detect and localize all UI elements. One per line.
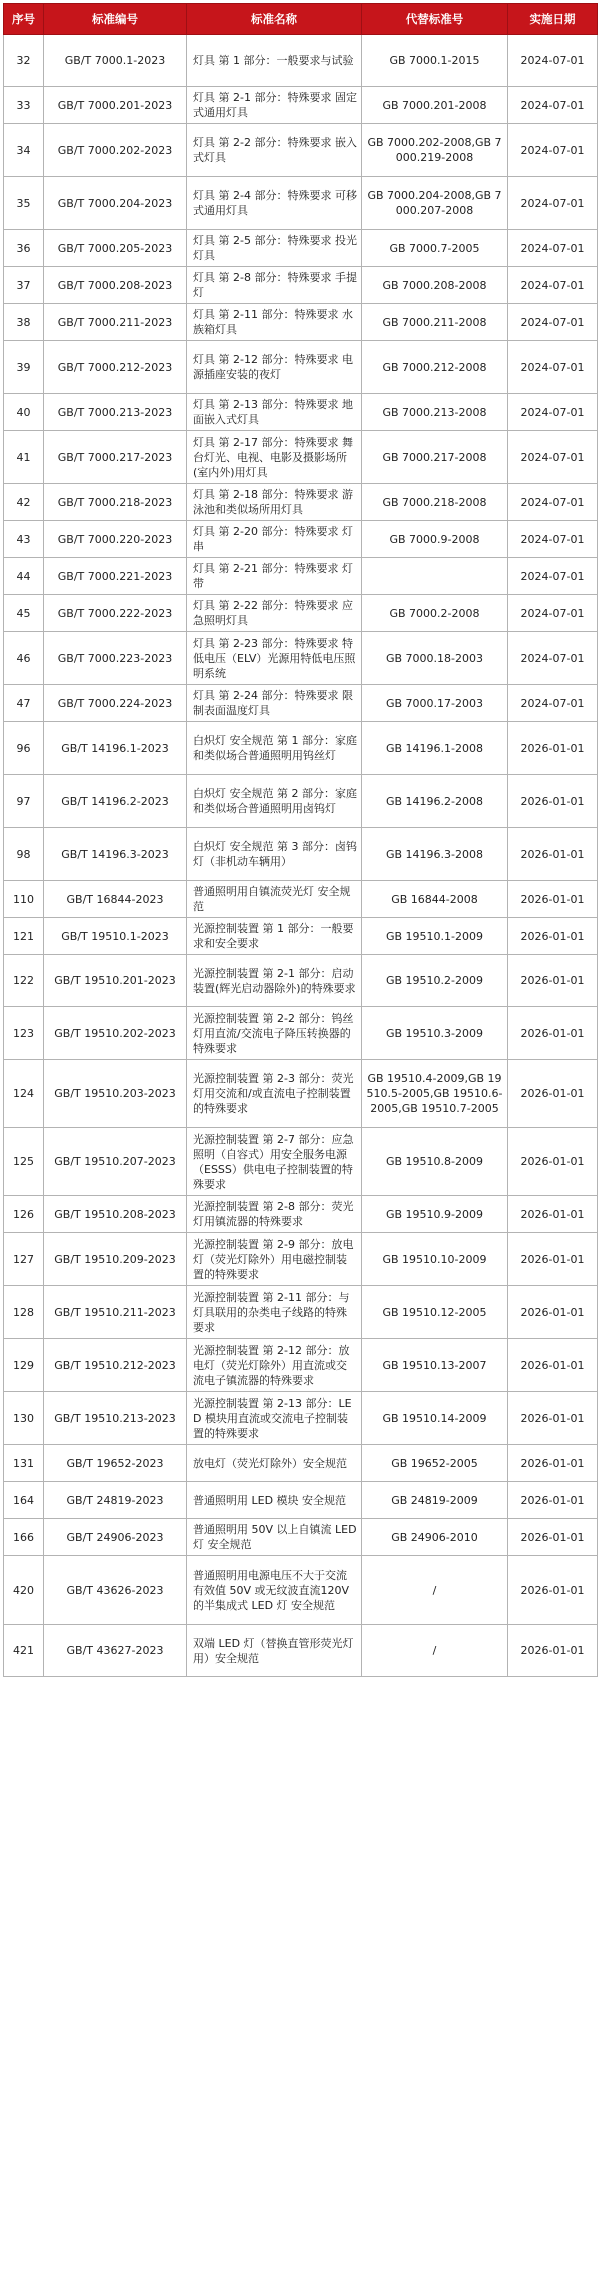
- cell-date: 2024-07-01: [508, 431, 598, 484]
- cell-date: 2026-01-01: [508, 828, 598, 881]
- table-row: [4, 881, 598, 918]
- cell-code: GB/T 7000.208-2023: [44, 267, 187, 304]
- cell-name: 光源控制装置 第 2-11 部分：与灯具联用的杂类电子线路的特殊要求: [187, 1286, 362, 1339]
- cell-date: 2024-07-01: [508, 87, 598, 124]
- table-row: [4, 1196, 598, 1233]
- cell-replaces: GB 19510.2-2009: [362, 955, 508, 1007]
- cell-code: GB/T 7000.217-2023: [44, 431, 187, 484]
- cell-replaces: GB 7000.7-2005: [362, 230, 508, 267]
- table-row: [4, 1625, 598, 1677]
- cell-code: GB/T 7000.221-2023: [44, 558, 187, 595]
- cell-replaces: GB 24819-2009: [362, 1482, 508, 1519]
- cell-no: 127: [4, 1233, 44, 1286]
- cell-no: 45: [4, 595, 44, 632]
- cell-code: GB/T 7000.213-2023: [44, 394, 187, 431]
- table-row: [4, 87, 598, 124]
- cell-name: 光源控制装置 第 1 部分：一般要求和安全要求: [187, 918, 362, 955]
- cell-code: GB/T 19510.208-2023: [44, 1196, 187, 1233]
- cell-no: 35: [4, 177, 44, 230]
- cell-date: 2024-07-01: [508, 304, 598, 341]
- cell-name: 灯具 第 1 部分：一般要求与试验: [187, 35, 362, 87]
- cell-replaces: GB 19510.10-2009: [362, 1233, 508, 1286]
- cell-name: 灯具 第 2-1 部分：特殊要求 固定式通用灯具: [187, 87, 362, 124]
- cell-replaces: GB 7000.18-2003: [362, 632, 508, 685]
- cell-code: GB/T 19510.213-2023: [44, 1392, 187, 1445]
- cell-no: 38: [4, 304, 44, 341]
- cell-date: 2024-07-01: [508, 341, 598, 394]
- table-row: [4, 1445, 598, 1482]
- cell-name: 灯具 第 2-13 部分：特殊要求 地面嵌入式灯具: [187, 394, 362, 431]
- standards-table: [3, 3, 598, 1677]
- cell-name: 灯具 第 2-22 部分：特殊要求 应急照明灯具: [187, 595, 362, 632]
- cell-no: 39: [4, 341, 44, 394]
- cell-date: 2026-01-01: [508, 1007, 598, 1060]
- cell-replaces: GB 7000.208-2008: [362, 267, 508, 304]
- table-row: [4, 1128, 598, 1196]
- cell-no: 96: [4, 722, 44, 775]
- cell-no: 421: [4, 1625, 44, 1677]
- cell-date: 2026-01-01: [508, 1625, 598, 1677]
- cell-no: 125: [4, 1128, 44, 1196]
- cell-replaces: GB 14196.2-2008: [362, 775, 508, 828]
- table-row: [4, 341, 598, 394]
- cell-date: 2026-01-01: [508, 722, 598, 775]
- cell-code: GB/T 7000.222-2023: [44, 595, 187, 632]
- table-row: [4, 124, 598, 177]
- cell-date: 2024-07-01: [508, 685, 598, 722]
- cell-date: 2024-07-01: [508, 595, 598, 632]
- cell-code: GB/T 7000.212-2023: [44, 341, 187, 394]
- cell-replaces: GB 19510.12-2005: [362, 1286, 508, 1339]
- cell-code: GB/T 24906-2023: [44, 1519, 187, 1556]
- cell-no: 47: [4, 685, 44, 722]
- cell-name: 灯具 第 2-18 部分：特殊要求 游泳池和类似场所用灯具: [187, 484, 362, 521]
- cell-code: GB/T 14196.2-2023: [44, 775, 187, 828]
- cell-name: 灯具 第 2-24 部分：特殊要求 限制表面温度灯具: [187, 685, 362, 722]
- cell-no: 46: [4, 632, 44, 685]
- cell-code: GB/T 7000.201-2023: [44, 87, 187, 124]
- header-row: [4, 4, 598, 35]
- cell-no: 32: [4, 35, 44, 87]
- cell-code: GB/T 7000.1-2023: [44, 35, 187, 87]
- cell-date: 2026-01-01: [508, 1060, 598, 1128]
- table-row: [4, 394, 598, 431]
- cell-name: 灯具 第 2-21 部分：特殊要求 灯带: [187, 558, 362, 595]
- cell-replaces: GB 7000.218-2008: [362, 484, 508, 521]
- cell-name: 白炽灯 安全规范 第 1 部分：家庭和类似场合普通照明用钨丝灯: [187, 722, 362, 775]
- cell-no: 121: [4, 918, 44, 955]
- cell-no: 131: [4, 1445, 44, 1482]
- cell-replaces: GB 19510.3-2009: [362, 1007, 508, 1060]
- cell-date: 2026-01-01: [508, 1233, 598, 1286]
- cell-no: 34: [4, 124, 44, 177]
- table-row: [4, 1556, 598, 1625]
- cell-replaces: GB 19510.14-2009: [362, 1392, 508, 1445]
- cell-code: GB/T 19652-2023: [44, 1445, 187, 1482]
- table-row: [4, 1007, 598, 1060]
- table-body: [4, 35, 598, 1677]
- cell-no: 37: [4, 267, 44, 304]
- cell-replaces: /: [362, 1556, 508, 1625]
- table-row: [4, 521, 598, 558]
- header-name: 标准名称: [187, 4, 362, 35]
- cell-replaces: GB 19510.4-2009,GB 19510.5-2005,GB 19510.6-2005,GB 19510.7-2005: [362, 1060, 508, 1128]
- cell-replaces: GB 14196.3-2008: [362, 828, 508, 881]
- cell-no: 36: [4, 230, 44, 267]
- cell-date: 2026-01-01: [508, 918, 598, 955]
- cell-name: 普通照明用电源电压不大于交流有效值 50V 或无纹波直流120V 的半集成式 LED 灯 安全规范: [187, 1556, 362, 1625]
- cell-name: 灯具 第 2-8 部分：特殊要求 手提灯: [187, 267, 362, 304]
- table-row: [4, 1392, 598, 1445]
- header-no: 序号: [4, 4, 44, 35]
- cell-no: 129: [4, 1339, 44, 1392]
- cell-name: 普通照明用 50V 以上自镇流 LED 灯 安全规范: [187, 1519, 362, 1556]
- cell-name: 灯具 第 2-17 部分：特殊要求 舞台灯光、电视、电影及摄影场所(室内外)用灯具: [187, 431, 362, 484]
- cell-no: 33: [4, 87, 44, 124]
- cell-no: 40: [4, 394, 44, 431]
- table-row: [4, 177, 598, 230]
- cell-date: 2024-07-01: [508, 521, 598, 558]
- cell-name: 光源控制装置 第 2-3 部分：荧光灯用交流和/或直流电子控制装置的特殊要求: [187, 1060, 362, 1128]
- table-row: [4, 1060, 598, 1128]
- cell-date: 2026-01-01: [508, 1392, 598, 1445]
- cell-name: 光源控制装置 第 2-12 部分：放电灯（荧光灯除外）用直流或交流电子镇流器的特殊要求: [187, 1339, 362, 1392]
- table-row: [4, 35, 598, 87]
- cell-code: GB/T 14196.1-2023: [44, 722, 187, 775]
- cell-replaces: GB 19652-2005: [362, 1445, 508, 1482]
- cell-name: 灯具 第 2-2 部分：特殊要求 嵌入式灯具: [187, 124, 362, 177]
- cell-date: 2026-01-01: [508, 955, 598, 1007]
- cell-name: 灯具 第 2-5 部分：特殊要求 投光灯具: [187, 230, 362, 267]
- cell-date: 2026-01-01: [508, 1128, 598, 1196]
- table-row: [4, 955, 598, 1007]
- cell-replaces: GB 7000.202-2008,GB 7000.219-2008: [362, 124, 508, 177]
- table-header: [4, 4, 598, 35]
- cell-code: GB/T 19510.203-2023: [44, 1060, 187, 1128]
- cell-code: GB/T 19510.211-2023: [44, 1286, 187, 1339]
- cell-replaces: GB 19510.8-2009: [362, 1128, 508, 1196]
- cell-date: 2024-07-01: [508, 394, 598, 431]
- table-row: [4, 595, 598, 632]
- cell-name: 光源控制装置 第 2-8 部分：荧光灯用镇流器的特殊要求: [187, 1196, 362, 1233]
- table-row: [4, 1482, 598, 1519]
- cell-no: 43: [4, 521, 44, 558]
- cell-code: GB/T 7000.218-2023: [44, 484, 187, 521]
- table-row: [4, 1519, 598, 1556]
- cell-date: 2024-07-01: [508, 230, 598, 267]
- cell-replaces: GB 7000.204-2008,GB 7000.207-2008: [362, 177, 508, 230]
- cell-code: GB/T 19510.212-2023: [44, 1339, 187, 1392]
- standards-table-wrapper: [3, 3, 597, 1677]
- cell-name: 白炽灯 安全规范 第 3 部分：卤钨灯（非机动车辆用）: [187, 828, 362, 881]
- cell-name: 灯具 第 2-20 部分：特殊要求 灯串: [187, 521, 362, 558]
- cell-no: 123: [4, 1007, 44, 1060]
- cell-date: 2026-01-01: [508, 1482, 598, 1519]
- table-row: [4, 431, 598, 484]
- cell-code: GB/T 19510.1-2023: [44, 918, 187, 955]
- cell-replaces: GB 7000.217-2008: [362, 431, 508, 484]
- cell-name: 光源控制装置 第 2-2 部分：钨丝灯用直流/交流电子降压转换器的特殊要求: [187, 1007, 362, 1060]
- cell-replaces: GB 7000.17-2003: [362, 685, 508, 722]
- cell-replaces: GB 7000.9-2008: [362, 521, 508, 558]
- cell-no: 110: [4, 881, 44, 918]
- cell-replaces: GB 7000.2-2008: [362, 595, 508, 632]
- cell-replaces: GB 7000.201-2008: [362, 87, 508, 124]
- cell-code: GB/T 19510.202-2023: [44, 1007, 187, 1060]
- cell-date: 2026-01-01: [508, 1196, 598, 1233]
- cell-date: 2026-01-01: [508, 1286, 598, 1339]
- cell-name: 光源控制装置 第 2-9 部分：放电灯（荧光灯除外）用电磁控制装置的特殊要求: [187, 1233, 362, 1286]
- cell-name: 灯具 第 2-11 部分：特殊要求 水族箱灯具: [187, 304, 362, 341]
- cell-replaces: GB 24906-2010: [362, 1519, 508, 1556]
- cell-name: 光源控制装置 第 2-13 部分：LED 模块用直流或交流电子控制装置的特殊要求: [187, 1392, 362, 1445]
- cell-replaces: GB 7000.212-2008: [362, 341, 508, 394]
- cell-name: 光源控制装置 第 2-7 部分：应急照明（自容式）用安全服务电源（ESSS）供电电子控制装置的特殊要求: [187, 1128, 362, 1196]
- table-row: [4, 558, 598, 595]
- cell-replaces: GB 16844-2008: [362, 881, 508, 918]
- cell-code: GB/T 19510.201-2023: [44, 955, 187, 1007]
- header-replaces: 代替标准号: [362, 4, 508, 35]
- cell-code: GB/T 43626-2023: [44, 1556, 187, 1625]
- cell-date: 2024-07-01: [508, 35, 598, 87]
- cell-code: GB/T 19510.207-2023: [44, 1128, 187, 1196]
- table-row: [4, 828, 598, 881]
- cell-no: 166: [4, 1519, 44, 1556]
- cell-date: 2024-07-01: [508, 124, 598, 177]
- cell-name: 白炽灯 安全规范 第 2 部分：家庭和类似场合普通照明用卤钨灯: [187, 775, 362, 828]
- table-row: [4, 304, 598, 341]
- cell-replaces: GB 14196.1-2008: [362, 722, 508, 775]
- header-code: 标准编号: [44, 4, 187, 35]
- cell-replaces: GB 19510.13-2007: [362, 1339, 508, 1392]
- cell-no: 41: [4, 431, 44, 484]
- cell-date: 2024-07-01: [508, 267, 598, 304]
- cell-code: GB/T 14196.3-2023: [44, 828, 187, 881]
- cell-date: 2026-01-01: [508, 775, 598, 828]
- cell-replaces: /: [362, 1625, 508, 1677]
- table-row: [4, 722, 598, 775]
- table-row: [4, 775, 598, 828]
- cell-name: 灯具 第 2-4 部分：特殊要求 可移式通用灯具: [187, 177, 362, 230]
- cell-code: GB/T 7000.211-2023: [44, 304, 187, 341]
- table-row: [4, 1339, 598, 1392]
- cell-no: 44: [4, 558, 44, 595]
- cell-replaces: GB 19510.1-2009: [362, 918, 508, 955]
- cell-date: 2024-07-01: [508, 632, 598, 685]
- cell-no: 164: [4, 1482, 44, 1519]
- cell-date: 2026-01-01: [508, 881, 598, 918]
- cell-date: 2026-01-01: [508, 1519, 598, 1556]
- table-row: [4, 918, 598, 955]
- table-row: [4, 267, 598, 304]
- cell-no: 122: [4, 955, 44, 1007]
- cell-code: GB/T 43627-2023: [44, 1625, 187, 1677]
- table-row: [4, 1286, 598, 1339]
- cell-replaces: GB 7000.211-2008: [362, 304, 508, 341]
- cell-no: 130: [4, 1392, 44, 1445]
- cell-code: GB/T 7000.220-2023: [44, 521, 187, 558]
- cell-name: 光源控制装置 第 2-1 部分：启动装置(辉光启动器除外)的特殊要求: [187, 955, 362, 1007]
- cell-no: 128: [4, 1286, 44, 1339]
- table-row: [4, 230, 598, 267]
- cell-name: 普通照明用 LED 模块 安全规范: [187, 1482, 362, 1519]
- cell-no: 126: [4, 1196, 44, 1233]
- table-row: [4, 632, 598, 685]
- cell-date: 2026-01-01: [508, 1445, 598, 1482]
- cell-name: 灯具 第 2-23 部分：特殊要求 特低电压（ELV）光源用特低电压照明系统: [187, 632, 362, 685]
- cell-date: 2026-01-01: [508, 1556, 598, 1625]
- cell-name: 普通照明用自镇流荧光灯 安全规范: [187, 881, 362, 918]
- cell-date: 2026-01-01: [508, 1339, 598, 1392]
- cell-date: 2024-07-01: [508, 558, 598, 595]
- cell-no: 97: [4, 775, 44, 828]
- cell-name: 放电灯（荧光灯除外）安全规范: [187, 1445, 362, 1482]
- cell-code: GB/T 16844-2023: [44, 881, 187, 918]
- cell-code: GB/T 7000.204-2023: [44, 177, 187, 230]
- cell-code: GB/T 7000.223-2023: [44, 632, 187, 685]
- table-row: [4, 685, 598, 722]
- cell-name: 灯具 第 2-12 部分：特殊要求 电源插座安装的夜灯: [187, 341, 362, 394]
- cell-no: 124: [4, 1060, 44, 1128]
- cell-code: GB/T 19510.209-2023: [44, 1233, 187, 1286]
- cell-date: 2024-07-01: [508, 177, 598, 230]
- cell-code: GB/T 7000.202-2023: [44, 124, 187, 177]
- cell-code: GB/T 7000.205-2023: [44, 230, 187, 267]
- table-row: [4, 1233, 598, 1286]
- cell-no: 98: [4, 828, 44, 881]
- cell-no: 420: [4, 1556, 44, 1625]
- cell-replaces: [362, 558, 508, 595]
- cell-replaces: GB 19510.9-2009: [362, 1196, 508, 1233]
- cell-name: 双端 LED 灯（替换直管形荧光灯用）安全规范: [187, 1625, 362, 1677]
- cell-no: 42: [4, 484, 44, 521]
- table-row: [4, 484, 598, 521]
- cell-replaces: GB 7000.1-2015: [362, 35, 508, 87]
- cell-date: 2024-07-01: [508, 484, 598, 521]
- cell-code: GB/T 7000.224-2023: [44, 685, 187, 722]
- cell-replaces: GB 7000.213-2008: [362, 394, 508, 431]
- header-date: 实施日期: [508, 4, 598, 35]
- cell-code: GB/T 24819-2023: [44, 1482, 187, 1519]
